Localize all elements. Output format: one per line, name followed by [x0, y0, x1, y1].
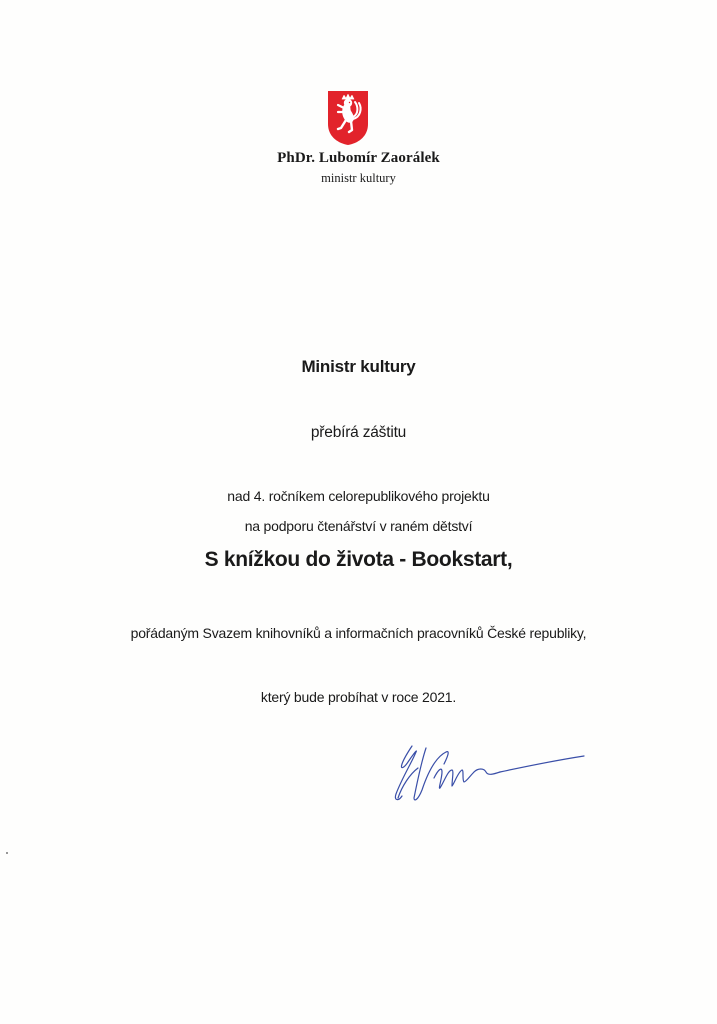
organizer-line: pořádaným Svazem knihovníků a informačních pracovníků České republiky, — [130, 625, 587, 641]
project-title: S knížkou do života - Bookstart, — [204, 548, 513, 571]
statement-line: na podporu čtenářství v raném dětství — [244, 518, 473, 534]
handwritten-signature — [388, 738, 588, 818]
scan-speck — [6, 852, 8, 854]
document-heading: Ministr kultury — [301, 357, 416, 376]
date-line: který bude probíhat v roce 2021. — [260, 689, 457, 705]
sender-role: ministr kultury — [321, 171, 396, 185]
statement-line: nad 4. ročníkem celorepublikového projektu — [227, 488, 490, 504]
sender-name: PhDr. Lubomír Zaorálek — [277, 150, 440, 166]
statement-line: přebírá záštitu — [310, 424, 407, 441]
czech-lion-emblem-icon — [327, 90, 369, 146]
